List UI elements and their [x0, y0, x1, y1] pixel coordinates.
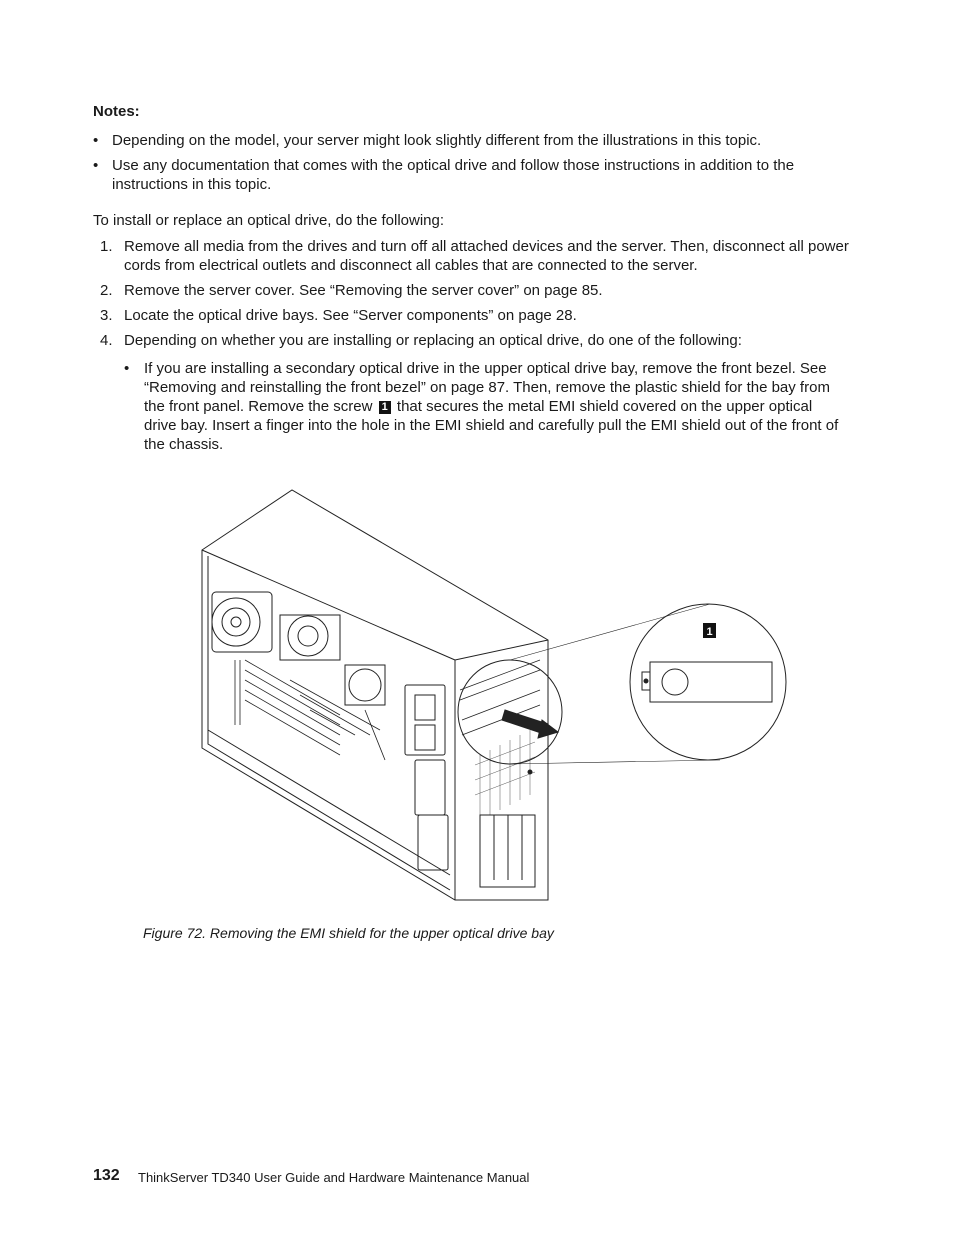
step-item — [100, 306, 860, 326]
sub-step-text-start: If you are installing a secondary optical drive in the upper optical drive bay, remove the front bezel. See “Removing and reinstalling the front bezel” on page 87. Then, remove the plastic shield for the bay from the front panel. Remove the screw — [144, 360, 830, 415]
bullet-icon: • — [124, 360, 130, 377]
callout-badge: 1 — [379, 401, 391, 414]
sub-step-text-end: that secures the metal EMI shield covered on the upper optical drive bay. Insert a finger into the hole in the EMI shield and carefully pull the EMI shield out of the front of the chassis. — [144, 398, 839, 453]
note-item — [93, 131, 853, 151]
page-number: 132 — [93, 1167, 120, 1184]
step-text: Locate the optical drive bays. See “Server components” on page 28. — [124, 307, 577, 324]
step-text: Remove all media from the drives and turn off all attached devices and the server. Then, disconnect all power cords from electrical outlets and disconnect all cables that are connected to the server. — [124, 238, 849, 274]
callout-marker-label: 1 — [706, 626, 713, 638]
step-text: Depending on whether you are installing or replacing an optical drive, do one of the following: — [124, 332, 742, 349]
step-item — [100, 281, 860, 301]
note-item — [93, 156, 853, 196]
bullet-icon: • — [93, 132, 99, 149]
callout-marker — [703, 623, 716, 638]
step-number: 3. — [100, 307, 113, 324]
figure-illustration — [180, 480, 800, 910]
step-number: 2. — [100, 282, 113, 299]
step-number: 4. — [100, 332, 113, 349]
step-item — [100, 237, 860, 277]
footer-title: ThinkServer TD340 User Guide and Hardware Maintenance Manual — [138, 1170, 530, 1185]
note-text: Depending on the model, your server might look slightly different from the illustrations in this topic. — [112, 132, 762, 149]
step-item — [100, 331, 860, 351]
sub-step-text — [144, 359, 844, 454]
step-number: 1. — [100, 238, 113, 255]
bullet-icon: • — [93, 157, 99, 174]
intro-paragraph: To install or replace an optical drive, do the following: — [93, 212, 445, 229]
step-text: Remove the server cover. See “Removing the server cover” on page 85. — [124, 282, 603, 299]
sub-step-item — [124, 359, 844, 454]
figure-caption: Figure 72. Removing the EMI shield for the upper optical drive bay — [143, 925, 554, 941]
notes-heading: Notes: — [93, 103, 140, 120]
note-text: Use any documentation that comes with the optical drive and follow those instructions in addition to the instructions in this topic. — [112, 157, 795, 193]
server-chassis — [202, 490, 548, 900]
